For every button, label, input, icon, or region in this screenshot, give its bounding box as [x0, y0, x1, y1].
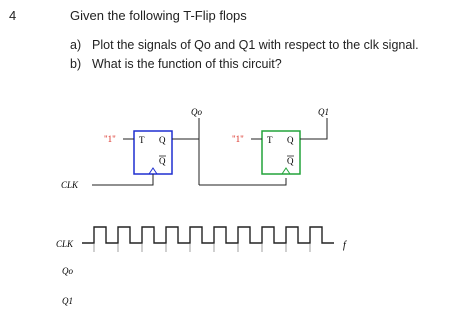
- ff2-const-input: "1": [232, 134, 244, 144]
- frequency-label: f: [343, 240, 346, 251]
- part-b-text: What is the function of this circuit?: [92, 57, 282, 71]
- timing-clk-label: CLK: [56, 239, 74, 249]
- q1-label: Q1: [318, 107, 329, 117]
- timing-q1-label: Q1: [62, 296, 73, 306]
- ff2-t-label: T: [267, 135, 273, 145]
- question-prompt: Given the following T-Flip flops: [70, 8, 247, 23]
- timing-q0-label: Qo: [62, 266, 73, 276]
- ff1-const-input: "1": [104, 134, 116, 144]
- q1-output-wire: [300, 118, 327, 139]
- q0-label: Qo: [191, 107, 202, 117]
- ff2-qbar-label: Q: [287, 156, 294, 166]
- ff1-qbar-label: Q: [159, 156, 166, 166]
- ff1-t-label: T: [139, 135, 145, 145]
- ff1-to-ff2-clock-wire: [199, 178, 286, 185]
- part-a-text: Plot the signals of Qo and Q1 with respect to the clk signal.: [92, 38, 419, 52]
- clk-tick-marks: [94, 244, 310, 252]
- part-b-label: b): [70, 57, 82, 71]
- ff1-q-wire: [172, 139, 199, 185]
- clk-label: CLK: [61, 180, 79, 190]
- ff2-clock-triangle: [282, 168, 290, 174]
- ff1-q-label: Q: [159, 135, 166, 145]
- part-a-label: a): [70, 38, 82, 52]
- question-number: 4: [9, 8, 17, 23]
- ff1-clock-triangle: [149, 168, 157, 174]
- clk-waveform: [82, 227, 334, 243]
- ff2-q-label: Q: [287, 135, 294, 145]
- clk-wire: [92, 174, 153, 185]
